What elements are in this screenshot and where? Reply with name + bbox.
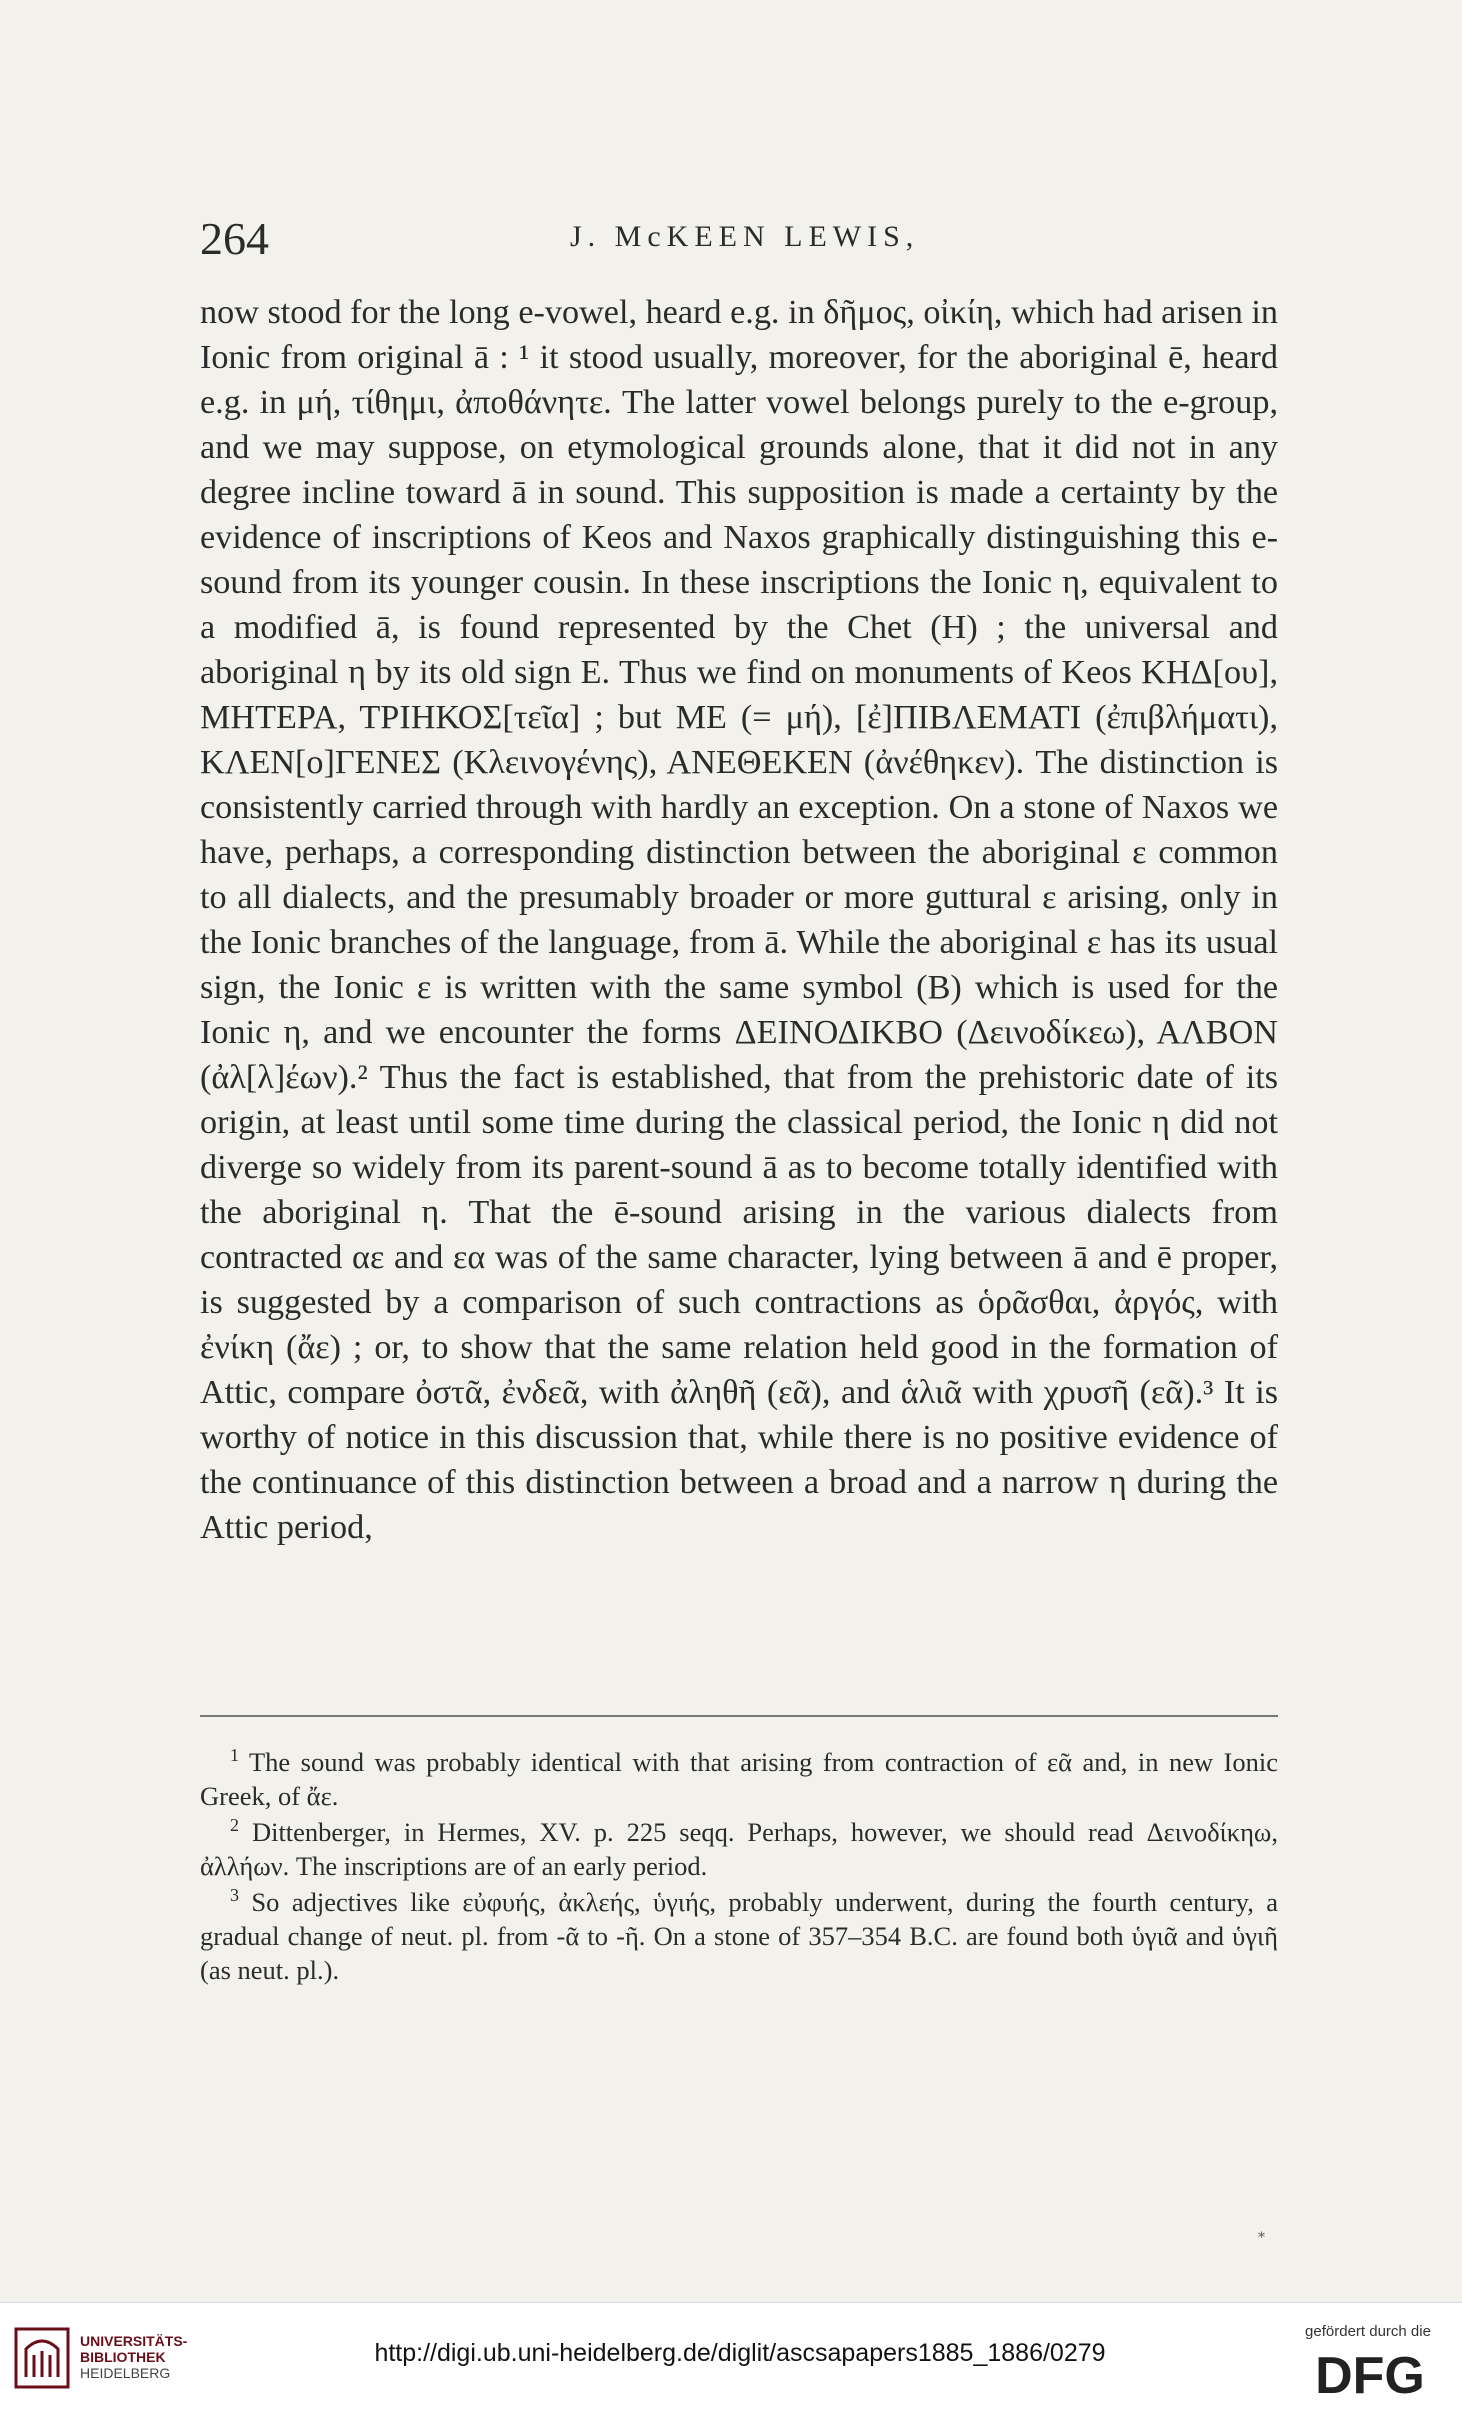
footnote-text: So adjectives like εὐφυής, ἀκλεής, ὑγιής, probably underwent, during the fourth century, a gradual change of neut. pl. from -ᾶ to -ῆ. On a stone of 357–354 B.C. are found both ὑγιᾶ and ὑγιῆ (as neut. pl.).	[200, 1887, 1278, 1985]
footnote-1	[200, 1745, 1278, 1813]
dfg-logo-text: DFG	[1315, 2347, 1425, 2399]
university-library-name[interactable]	[80, 2333, 220, 2381]
running-title: J. McKEEN LEWIS,	[570, 220, 920, 253]
page-number: 264	[200, 213, 269, 264]
footnote-3	[200, 1885, 1278, 1987]
footnotes	[200, 1745, 1278, 1989]
footnote-text: Dittenberger, in Hermes, XV. p. 225 seqq. Perhaps, however, we should read Δεινοδίκηω, ἀλλήων. The inscriptions are of an early period.	[200, 1817, 1278, 1881]
library-name-line: BIBLIOTHEK	[80, 2349, 166, 2365]
footnote-mark: 1	[230, 1745, 239, 1766]
dfg-logo-icon[interactable]	[1295, 2347, 1445, 2399]
footnote-mark: 2	[230, 1815, 239, 1836]
body-paragraph: now stood for the long e-vowel, heard e.g. in δῆμος, οἰκίη, which had arisen in Ionic from original ā : ¹ it stood usually, moreover, for the aboriginal ē, heard e.g. in μή, τίθημι, ἀποθάνητε. The latter vowel belongs purely to the e-group, and we may suppose, on etymological grounds alone, that it did not in any degree incline toward ā in sound. This supposition is made a certainty by the evidence of inscriptions of Keos and Naxos graphically distinguishing this e-sound from its younger cousin. In these inscriptions the Ionic η, equivalent to a modified ā, is found represented by the Chet (H) ; the universal and aboriginal η by its old sign E. Thus we find on monuments of Keos ΚΗΔ[ου], ΜΗΤΕΡΑ, ΤΡΙΗΚΟΣ[τεῖα] ; but ΜΕ (= μή), [ἐ]ΠΙΒΛΕΜΑΤΙ (ἐπιβλήματι), ΚΛΕΝ[ο]ΓΕΝΕΣ (Κλεινογένης), ΑΝΕΘΕΚΕΝ (ἀνέθηκεν). The distinction is consistently carried through with hardly an exception. On a stone of Naxos we have, perhaps, a corresponding distinction between the aboriginal ε common to all dialects, and the presumably broader or more guttural ε arising, only in the Ionic branches of the language, from ā. While the aboriginal ε has its usual sign, the Ionic ε is written with the same symbol (Β) which is used for the Ionic η, and we encounter the forms ΔΕΙΝΟΔΙΚΒΟ (Δεινοδίκεω), ΑΛΒΟΝ (ἀλ[λ]έων).² Thus the fact is established, that from the prehistoric date of its origin, at least until some time during the classical period, the Ionic η did not diverge so widely from its parent-sound ā as to become totally identified with the aboriginal η. That the ē-sound arising in the various dialects from contracted αε and εα was of the same character, lying between ā and ē proper, is suggested by a comparison of such contractions as ὁρᾶσθαι, ἀργός, with ἐνίκη (ἄε) ; or, to show that the same relation held good in the formation of Attic, compare ὀστᾶ, ἐνδεᾶ, with ἀληθῆ (εᾶ), and ἁλιᾶ with χρυσῆ (εᾶ).³ It is worthy of notice in this discussion that, while there is no positive evidence of the continuance of this distinction between a broad and a narrow η during the Attic period,	[200, 294, 1278, 1546]
body-text	[200, 290, 1278, 1550]
running-head	[200, 212, 1280, 272]
library-name-line: HEIDELBERG	[80, 2365, 171, 2381]
footnote-2	[200, 1815, 1278, 1883]
footnote-text: The sound was probably identical with that arising from contraction of εᾶ and, in new Ionic Greek, of ἄε.	[200, 1747, 1279, 1811]
viewer-footer	[0, 2302, 1462, 2411]
university-library-logo-icon[interactable]	[14, 2327, 70, 2389]
permalink-link[interactable]: http://digi.ub.uni-heidelberg.de/diglit/ascsapapers1885_1886/0279	[374, 2339, 1106, 2367]
library-name-line: UNIVERSITÄTS-	[80, 2333, 188, 2349]
funding-label: gefördert durch die	[1305, 2323, 1431, 2340]
stray-mark: *	[1258, 2230, 1265, 2246]
footnote-divider	[200, 1715, 1278, 1717]
footnote-mark: 3	[230, 1885, 239, 1906]
